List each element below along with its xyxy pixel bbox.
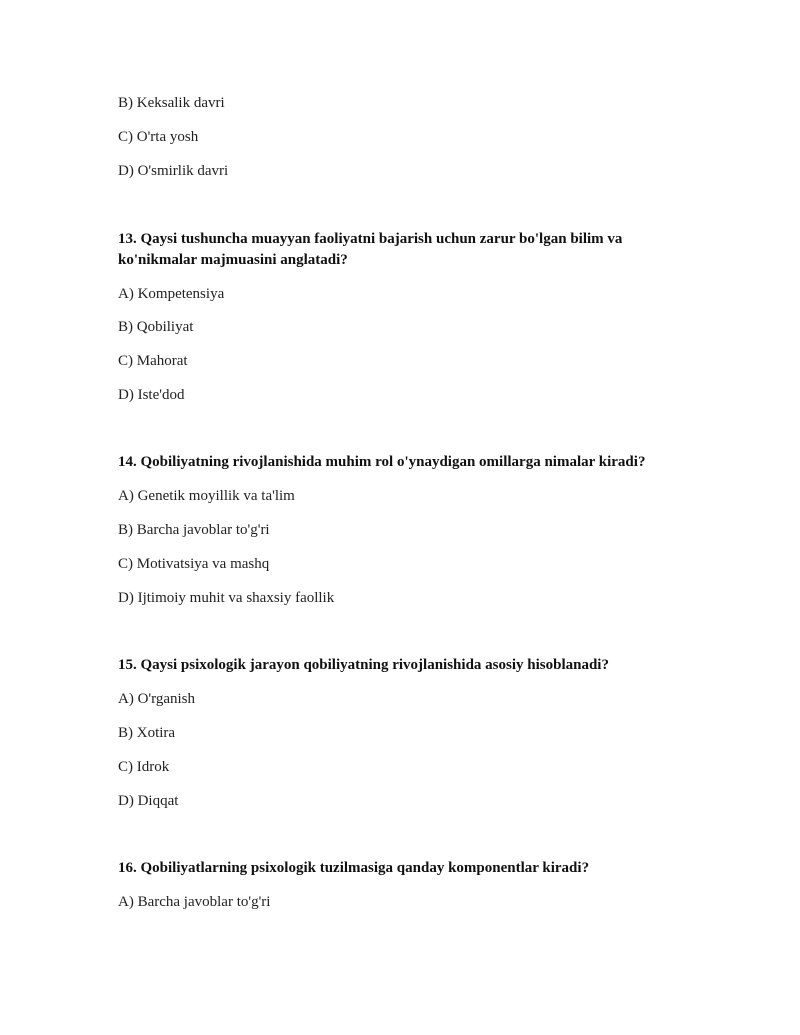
question-13-option-c: C) Mahorat — [118, 353, 188, 369]
question-13-text: 13. Qaysi tushuncha muayyan faoliyatni bajarish uchun zarur bo'lgan bilim va ko'nikmalar majmuasini anglatadi? — [118, 231, 623, 268]
question-15-option-b: B) Xotira — [118, 725, 176, 741]
question-13-option-b: B) Qobiliyat — [118, 319, 194, 335]
question-14-option-a: A) Genetik moyillik va ta'lim — [118, 488, 295, 504]
question-14-option-b: B) Barcha javoblar to'g'ri — [118, 522, 270, 538]
option-c-previous: C) O'rta yosh — [118, 129, 199, 145]
question-13-option-d: D) Iste'dod — [118, 387, 185, 403]
question-16-option-a: A) Barcha javoblar to'g'ri — [118, 894, 271, 910]
question-14-option-d: D) Ijtimoiy muhit va shaxsiy faollik — [118, 590, 335, 606]
option-b-previous: B) Keksalik davri — [118, 95, 225, 111]
question-15-option-a: A) O'rganish — [118, 691, 195, 707]
question-16-text: 16. Qobiliyatlarning psixologik tuzilmasiga qanday komponentlar kiradi? — [118, 860, 590, 876]
question-14-text: 14. Qobiliyatning rivojlanishida muhim rol o'ynaydigan omillarga nimalar kiradi? — [118, 454, 646, 470]
question-14-option-c: C) Motivatsiya va mashq — [118, 556, 270, 572]
question-15-option-c: C) Idrok — [118, 759, 170, 775]
question-15-text: 15. Qaysi psixologik jarayon qobiliyatning rivojlanishida asosiy hisoblanadi? — [118, 657, 609, 673]
option-d-previous: D) O'smirlik davri — [118, 163, 229, 179]
question-15-option-d: D) Diqqat — [118, 793, 179, 809]
question-13-option-a: A) Kompetensiya — [118, 286, 225, 302]
